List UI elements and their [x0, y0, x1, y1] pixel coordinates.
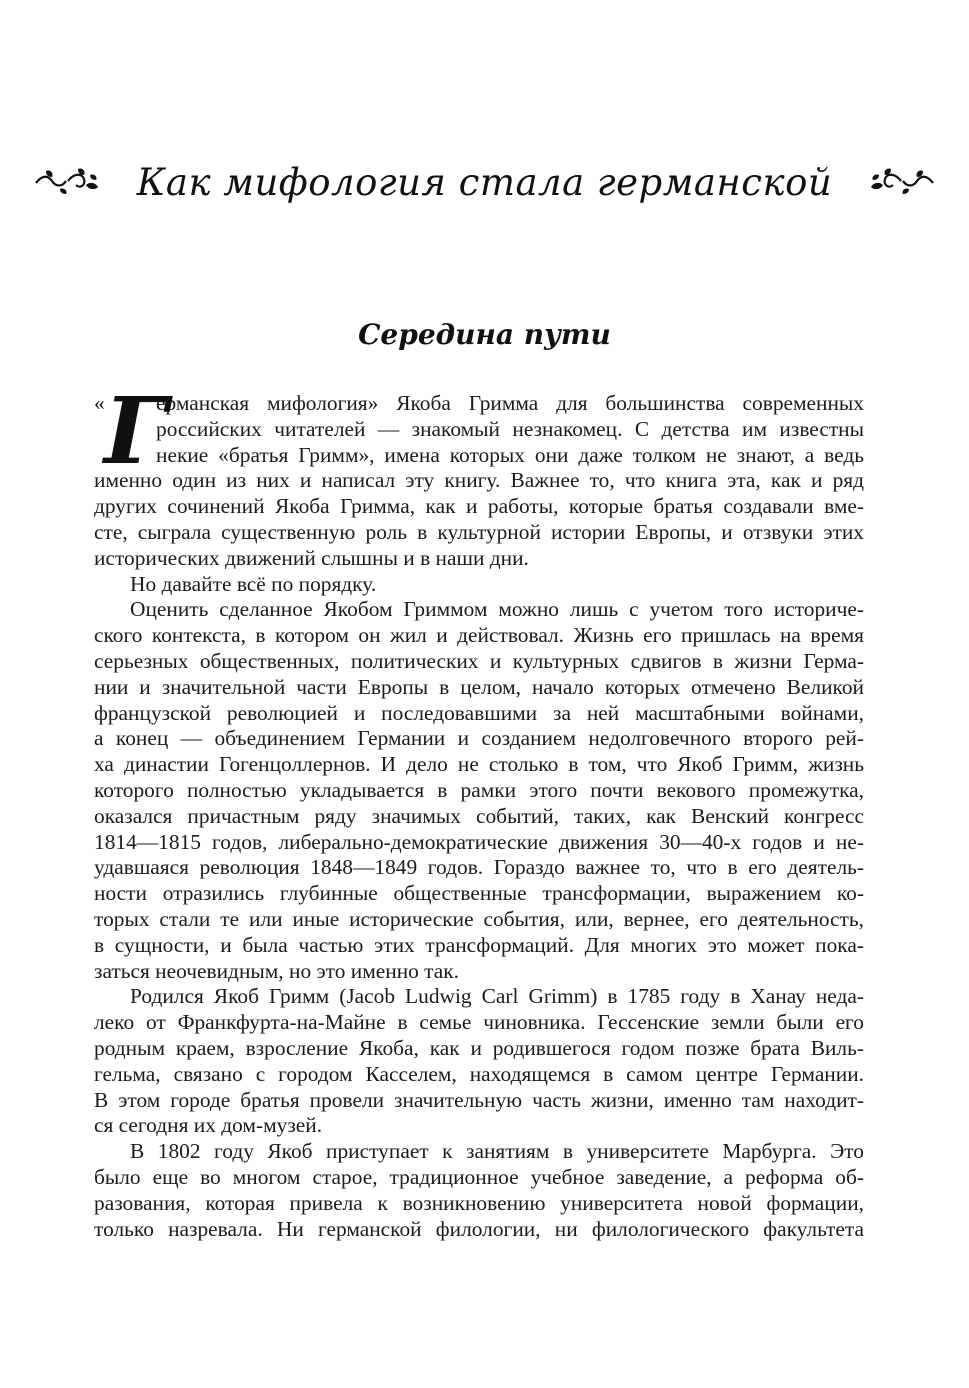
body-text [94, 377, 864, 1242]
text-line: было еще во многом старое, традиционное учебное заведение, а реформа об- [94, 1164, 864, 1189]
text-line: В этом городе братья провели значительную часть жизни, именно там находит- [94, 1087, 864, 1112]
opening-quote: « [94, 391, 105, 415]
text-line: в сущности, и была частью этих трансформаций. Для многих это может пока- [94, 932, 864, 957]
section-title: Середина пути [358, 318, 611, 351]
text-line: родным краем, взросление Якоба, как и родившегося годом позже брата Виль- [94, 1035, 864, 1060]
text-line: нии и значительной части Европы в целом, начало которых отмечено Великой [94, 674, 864, 699]
text-line: именно один из них и написал эту книгу. Важнее то, что книга эта, как и ряд [94, 468, 864, 493]
chapter-title-text: Как мифология стала германской [136, 161, 833, 204]
text-line: а конец — объединением Германии и созданием недолговечного второго рей- [94, 726, 864, 751]
text-line: других сочинений Якоба Гримма, как и работы, которые братья создавали вме- [94, 494, 864, 519]
text-line: заться неочевидным, но это именно так. [94, 958, 460, 983]
drop-cap: Г [104, 377, 168, 485]
text-line: Оценить сделанное Якобом Гриммом можно лишь с учетом того историче- [130, 597, 864, 622]
text-line: французской революцией и последовавшими за ней масштабными войнами, [94, 700, 864, 725]
text-line: Но давайте всё по порядку. [130, 571, 377, 596]
text-line: Родился Якоб Гримм (Jacob Ludwig Carl Grimm) в 1785 году в Ханау неда- [130, 984, 864, 1009]
text-line: В 1802 году Якоб приступает к занятиям в университете Марбурга. Это [130, 1139, 864, 1164]
text-line: ерманская мифология» Якоба Гримма для большинства современных [156, 391, 864, 415]
text-line: удавшаяся революция 1848—1849 годов. Гораздо важнее то, что в его деятель- [94, 855, 864, 880]
text-line: ся сегодня их дом-музей. [94, 1113, 323, 1138]
text-line: российских читателей — знакомый незнакомец. С детства им известны [156, 416, 864, 441]
text-line: некие «братья Гримм», имена которых они даже толком не знают, а ведь [156, 442, 864, 467]
text-line: торых стали те или иные исторические события, или, вернее, его деятельность, [94, 906, 864, 931]
text-line: разования, которая привела к возникновению университета новой формации, [94, 1190, 864, 1215]
text-line: серьезных общественных, политических и культурных сдвигов в жизни Герма- [94, 648, 864, 673]
text-line: сте, сыграла существенную роль в культурной истории Европы, и отзвуки этих [94, 519, 864, 544]
text-line: гельма, связано с городом Касселем, находящемся в самом центре Германии. [94, 1061, 864, 1086]
text-line: исторических движений слышны и в наши дни. [94, 545, 529, 570]
chapter-title [0, 158, 969, 204]
right-flourish-icon [869, 161, 935, 204]
text-line: оказался причастным ряду значимых событий, таких, как Венский конгресс [94, 803, 864, 828]
left-flourish-icon [34, 161, 100, 204]
text-line: леко от Франкфурта-на-Майне в семье чиновника. Гессенские земли были его [94, 1010, 864, 1035]
text-line: только назревала. Ни германской филологии, ни филологического факультета [94, 1216, 864, 1241]
text-line: которого полностью укладывается в рамки этого почти векового промежутка, [94, 777, 864, 802]
text-line: ского контекста, в котором он жил и действовал. Жизнь его пришлась на время [94, 623, 864, 648]
text-line: 1814—1815 годов, либерально-демократические движения 30—40-х годов и не- [94, 829, 864, 854]
text-line: ха династии Гогенцоллернов. И дело не столько в том, что Якоб Гримм, жизнь [94, 752, 864, 777]
text-line: ности отразились глубинные общественные трансформации, выражением ко- [94, 881, 864, 906]
